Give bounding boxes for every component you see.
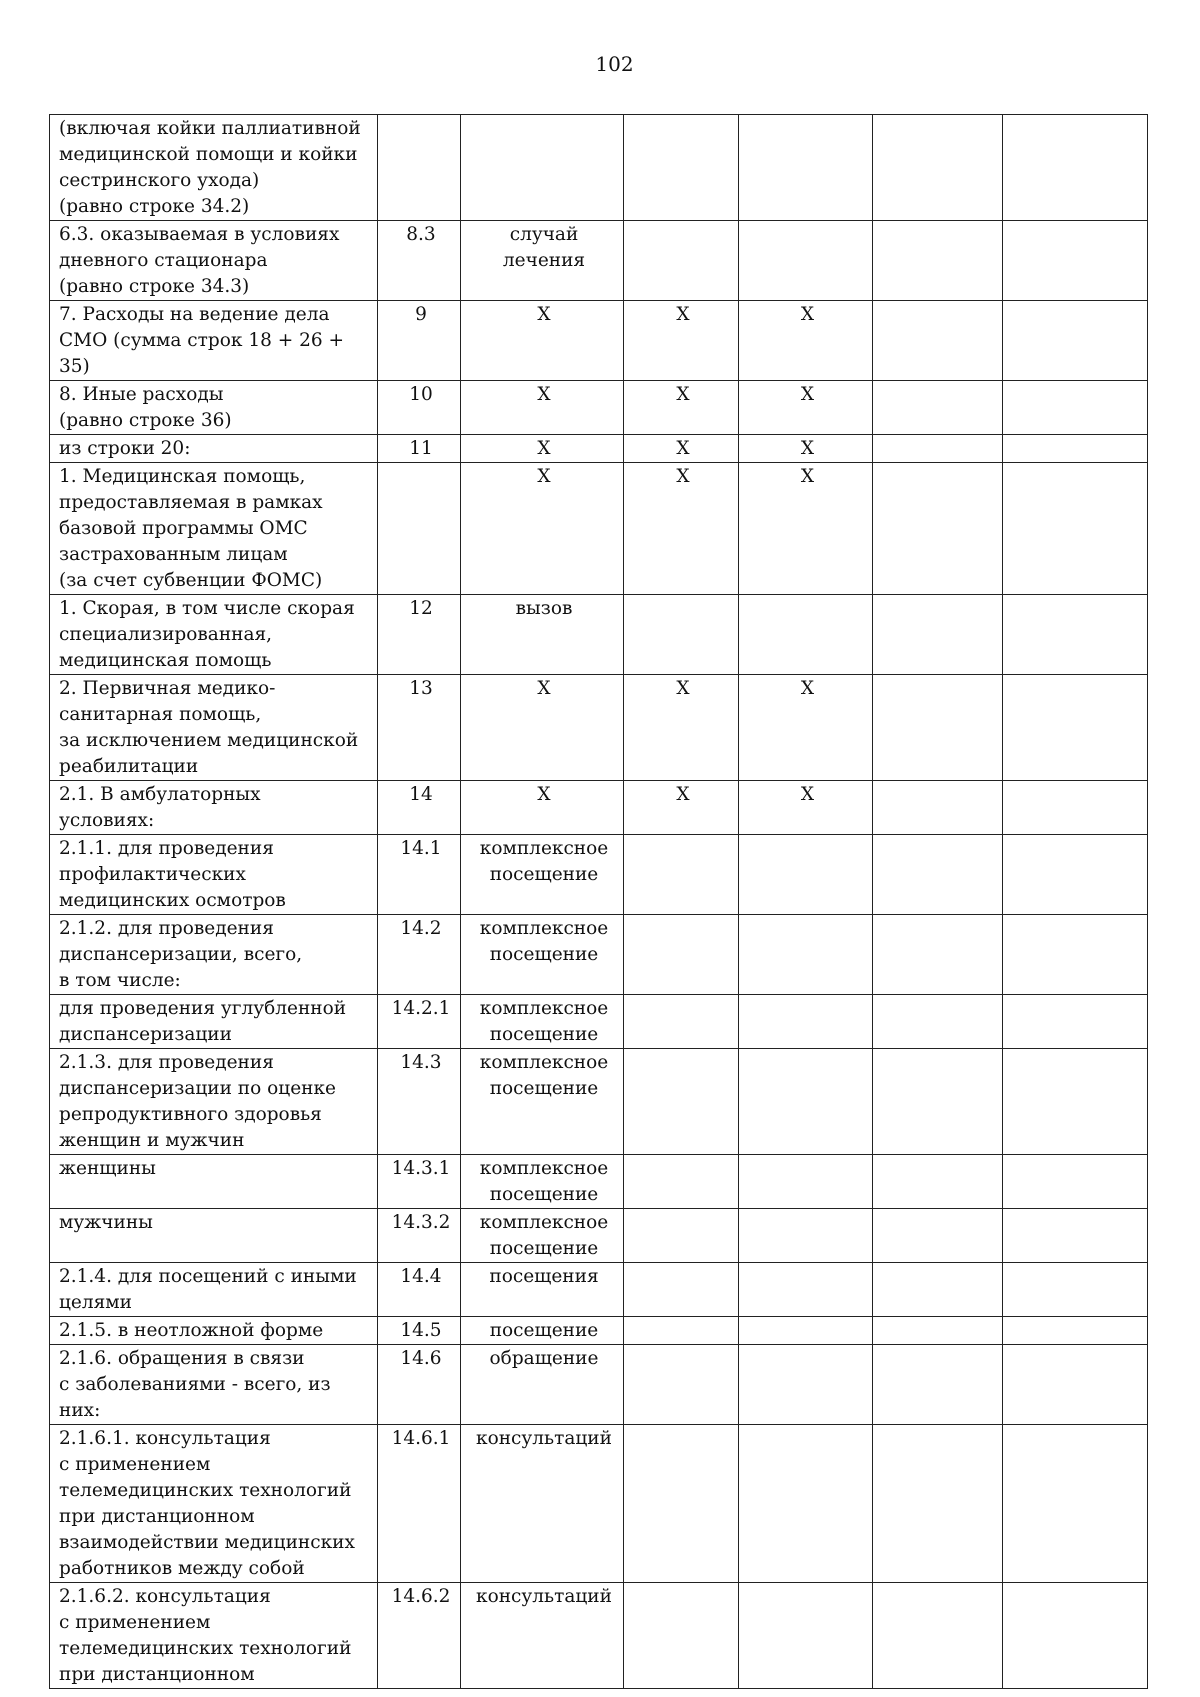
row-value-cell: X [739, 781, 873, 835]
row-value-cell [739, 1425, 873, 1583]
row-value-cell [1003, 1155, 1148, 1209]
row-value-cell [1003, 435, 1148, 463]
row-code-cell: 10 [378, 381, 461, 435]
row-value-cell [873, 463, 1003, 595]
row-value-cell [1003, 1263, 1148, 1317]
row-value-cell [1003, 1425, 1148, 1583]
row-value-cell [1003, 595, 1148, 675]
row-value-cell [624, 221, 739, 301]
row-value-cell [1003, 381, 1148, 435]
row-value-cell [624, 1049, 739, 1155]
row-value-cell [1003, 1209, 1148, 1263]
row-value-cell [624, 1209, 739, 1263]
row-value-cell: X [739, 381, 873, 435]
row-value-cell [873, 995, 1003, 1049]
row-unit-cell: посещение [461, 1317, 624, 1345]
row-value-cell [739, 595, 873, 675]
row-unit-cell: X [461, 675, 624, 781]
row-value-cell [739, 1049, 873, 1155]
row-code-cell: 14.2.1 [378, 995, 461, 1049]
row-unit-cell: X [461, 301, 624, 381]
row-name-cell: 2.1.4. для посещений с иными целями [50, 1263, 378, 1317]
row-unit-cell: посещения [461, 1263, 624, 1317]
table-row [50, 1155, 1148, 1209]
row-value-cell [1003, 115, 1148, 221]
row-value-cell [873, 835, 1003, 915]
row-name-cell: 2.1.2. для проведения диспансеризации, всего, в том числе: [50, 915, 378, 995]
row-code-cell: 14.3.2 [378, 1209, 461, 1263]
row-name-cell: из строки 20: [50, 435, 378, 463]
row-value-cell [739, 995, 873, 1049]
row-unit-cell: комплексное посещение [461, 915, 624, 995]
row-value-cell: X [739, 301, 873, 381]
row-unit-cell: консультаций [461, 1425, 624, 1583]
table-row [50, 781, 1148, 835]
row-name-cell: 2. Первичная медико- санитарная помощь, за исключением медицинской реабилитации [50, 675, 378, 781]
table-row [50, 1425, 1148, 1583]
row-code-cell: 14.5 [378, 1317, 461, 1345]
row-code-cell: 14.2 [378, 915, 461, 995]
row-code-cell: 13 [378, 675, 461, 781]
row-name-cell: 2.1.6.2. консультация с применением телемедицинских технологий при дистанционном [50, 1583, 378, 1689]
table-row [50, 301, 1148, 381]
table-body [50, 115, 1148, 1689]
table-row [50, 915, 1148, 995]
row-code-cell: 14.6 [378, 1345, 461, 1425]
row-value-cell [1003, 221, 1148, 301]
report-table [49, 114, 1148, 1689]
row-unit-cell: случай лечения [461, 221, 624, 301]
row-value-cell: X [739, 463, 873, 595]
row-value-cell [1003, 915, 1148, 995]
table-row [50, 675, 1148, 781]
row-value-cell [1003, 1345, 1148, 1425]
table-row [50, 595, 1148, 675]
row-value-cell [873, 781, 1003, 835]
row-value-cell [873, 1209, 1003, 1263]
row-value-cell [624, 1317, 739, 1345]
row-value-cell [624, 835, 739, 915]
row-value-cell: X [739, 435, 873, 463]
row-value-cell [624, 995, 739, 1049]
row-value-cell: X [624, 781, 739, 835]
row-name-cell: 2.1. В амбулаторных условиях: [50, 781, 378, 835]
row-unit-cell: комплексное посещение [461, 1155, 624, 1209]
row-value-cell [739, 835, 873, 915]
row-code-cell: 11 [378, 435, 461, 463]
row-value-cell: X [739, 675, 873, 781]
row-name-cell: 2.1.1. для проведения профилактических медицинских осмотров [50, 835, 378, 915]
row-name-cell: 2.1.3. для проведения диспансеризации по оценке репродуктивного здоровья женщин и мужчин [50, 1049, 378, 1155]
row-name-cell: 1. Медицинская помощь, предоставляемая в рамках базовой программы ОМС застрахованным лицам (за счет субвенции ФОМС) [50, 463, 378, 595]
row-value-cell [739, 1263, 873, 1317]
row-value-cell [739, 115, 873, 221]
row-value-cell [624, 1583, 739, 1689]
row-unit-cell: консультаций [461, 1583, 624, 1689]
row-value-cell [873, 1155, 1003, 1209]
row-value-cell [739, 1583, 873, 1689]
row-value-cell: X [624, 381, 739, 435]
row-unit-cell: комплексное посещение [461, 1209, 624, 1263]
table-row [50, 221, 1148, 301]
row-value-cell [624, 915, 739, 995]
row-value-cell [873, 221, 1003, 301]
table-row [50, 463, 1148, 595]
row-value-cell [1003, 1049, 1148, 1155]
row-value-cell [873, 915, 1003, 995]
row-unit-cell: X [461, 435, 624, 463]
row-unit-cell [461, 115, 624, 221]
table-row [50, 435, 1148, 463]
row-value-cell [873, 675, 1003, 781]
row-value-cell [1003, 995, 1148, 1049]
row-unit-cell: комплексное посещение [461, 1049, 624, 1155]
row-value-cell [873, 381, 1003, 435]
row-name-cell: 1. Скорая, в том числе скорая специализированная, медицинская помощь [50, 595, 378, 675]
row-unit-cell: X [461, 381, 624, 435]
row-value-cell [739, 221, 873, 301]
row-value-cell [873, 1049, 1003, 1155]
row-name-cell: 8. Иные расходы (равно строке 36) [50, 381, 378, 435]
row-value-cell [624, 595, 739, 675]
row-name-cell: мужчины [50, 1209, 378, 1263]
row-value-cell [739, 1155, 873, 1209]
row-code-cell: 12 [378, 595, 461, 675]
row-value-cell [1003, 781, 1148, 835]
row-value-cell [1003, 835, 1148, 915]
row-unit-cell: X [461, 781, 624, 835]
row-value-cell [873, 1263, 1003, 1317]
row-code-cell: 14.4 [378, 1263, 461, 1317]
table-row [50, 1209, 1148, 1263]
row-value-cell [739, 1317, 873, 1345]
row-unit-cell: комплексное посещение [461, 835, 624, 915]
row-name-cell: 6.3. оказываемая в условиях дневного стационара (равно строке 34.3) [50, 221, 378, 301]
row-code-cell: 14.6.2 [378, 1583, 461, 1689]
row-value-cell [1003, 301, 1148, 381]
table-row [50, 1317, 1148, 1345]
row-value-cell [873, 1345, 1003, 1425]
row-value-cell [739, 1209, 873, 1263]
table-row [50, 381, 1148, 435]
row-code-cell: 14.1 [378, 835, 461, 915]
row-unit-cell: обращение [461, 1345, 624, 1425]
row-value-cell [1003, 463, 1148, 595]
row-value-cell [873, 115, 1003, 221]
row-value-cell [873, 1583, 1003, 1689]
table-row [50, 1049, 1148, 1155]
table-row [50, 1345, 1148, 1425]
row-value-cell [624, 1425, 739, 1583]
row-code-cell [378, 115, 461, 221]
page-number: 102 [595, 52, 634, 76]
row-value-cell [873, 435, 1003, 463]
table-row [50, 115, 1148, 221]
table-row [50, 1583, 1148, 1689]
table-row [50, 835, 1148, 915]
row-name-cell: для проведения углубленной диспансеризации [50, 995, 378, 1049]
row-value-cell [1003, 675, 1148, 781]
row-code-cell: 14.6.1 [378, 1425, 461, 1583]
row-value-cell [624, 1155, 739, 1209]
row-value-cell [873, 1425, 1003, 1583]
row-value-cell [1003, 1583, 1148, 1689]
row-name-cell: 2.1.5. в неотложной форме [50, 1317, 378, 1345]
row-value-cell: X [624, 301, 739, 381]
row-value-cell [873, 301, 1003, 381]
row-unit-cell: вызов [461, 595, 624, 675]
row-value-cell: X [624, 675, 739, 781]
row-unit-cell: комплексное посещение [461, 995, 624, 1049]
row-value-cell [739, 1345, 873, 1425]
row-code-cell: 14.3 [378, 1049, 461, 1155]
row-value-cell: X [624, 435, 739, 463]
row-name-cell: 7. Расходы на ведение дела СМО (сумма строк 18 + 26 + 35) [50, 301, 378, 381]
row-code-cell: 9 [378, 301, 461, 381]
row-name-cell: 2.1.6. обращения в связи с заболеваниями - всего, из них: [50, 1345, 378, 1425]
row-value-cell [739, 915, 873, 995]
table-row [50, 995, 1148, 1049]
row-name-cell: женщины [50, 1155, 378, 1209]
row-value-cell [624, 1345, 739, 1425]
row-unit-cell: X [461, 463, 624, 595]
row-value-cell [1003, 1317, 1148, 1345]
row-code-cell [378, 463, 461, 595]
row-code-cell: 8.3 [378, 221, 461, 301]
row-value-cell [624, 1263, 739, 1317]
row-name-cell: 2.1.6.1. консультация с применением телемедицинских технологий при дистанционном взаимодействии медицинских работников между собой [50, 1425, 378, 1583]
row-code-cell: 14.3.1 [378, 1155, 461, 1209]
row-name-cell: (включая койки паллиативной медицинской помощи и койки сестринского ухода) (равно строке 34.2) [50, 115, 378, 221]
row-value-cell [873, 1317, 1003, 1345]
table-row [50, 1263, 1148, 1317]
row-value-cell: X [624, 463, 739, 595]
row-value-cell [873, 595, 1003, 675]
row-value-cell [624, 115, 739, 221]
row-code-cell: 14 [378, 781, 461, 835]
